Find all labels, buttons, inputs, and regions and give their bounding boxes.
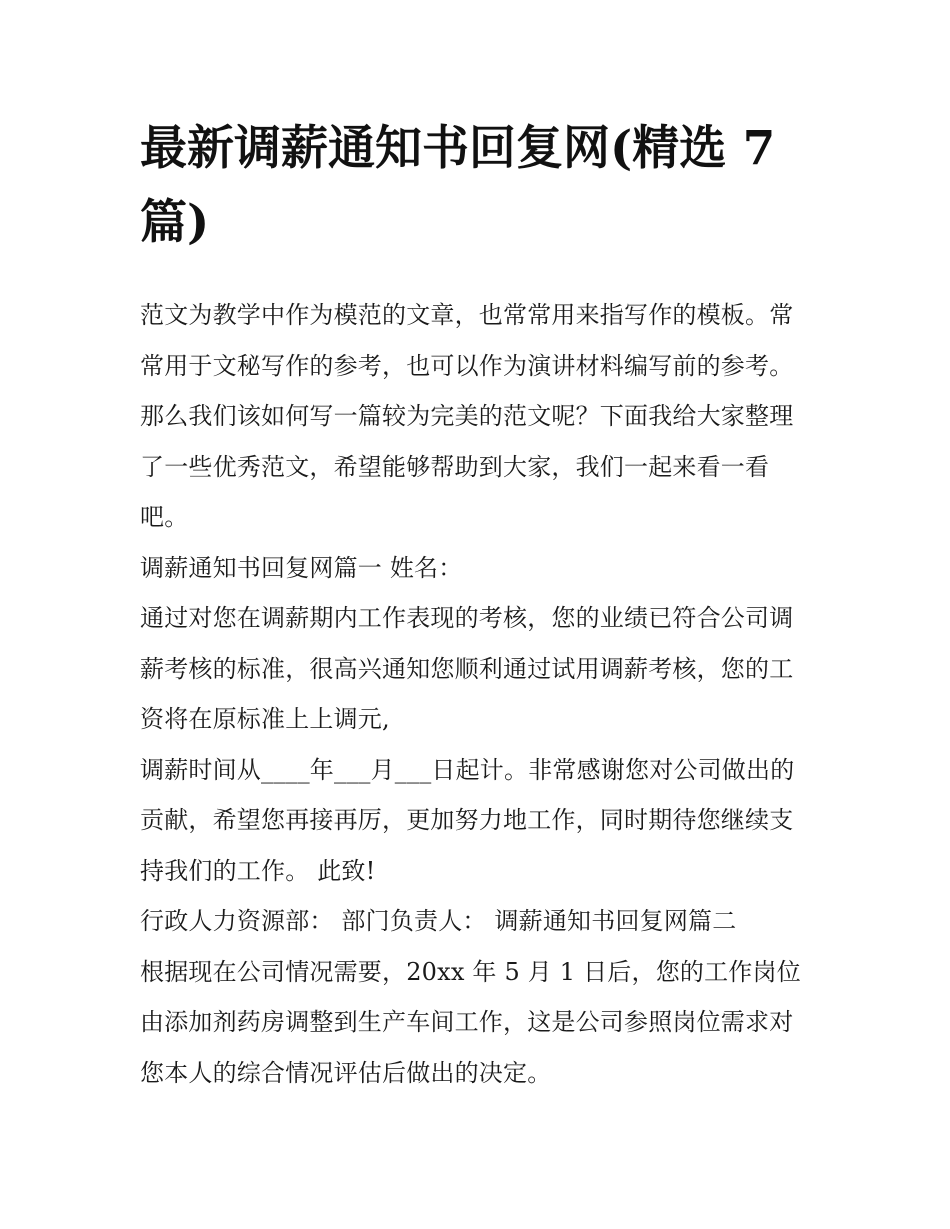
paragraph-signature: 行政人力资源部： 部门负责人： 调薪通知书回复网篇二 — [140, 907, 737, 935]
paragraph-section-two: 根据现在公司情况需要，20xx 年 5 月 1 日后，您的工作岗位由添加剂药房调整到生产车间工作，这是公司参照岗位需求对您本人的综合情况评估后做出的决定。 — [140, 957, 801, 1087]
paragraph-intro: 范文为教学中作为模范的文章，也常常用来指写作的模板。常常用于文秘写作的参考，也可以作为演讲材料编写前的参考。那么我们该如何写一篇较为完美的范文呢？下面我给大家整理了一些优秀范文，希望能够帮助到大家，我们一起来看一看吧。 — [140, 301, 794, 531]
paragraph-effective-date: 调薪时间从____年___月___日起计。非常感谢您对公司做出的贡献，希望您再接再厉，更加努力地工作，同时期待您继续支持我们的工作。 此致! — [140, 755, 795, 885]
paragraph-assessment: 通过对您在调薪期内工作表现的考核，您的业绩已符合公司调薪考核的标准，很高兴通知您顺利通过试用调薪考核，您的工资将在原标准上上调元, — [140, 604, 794, 733]
document-body — [140, 290, 812, 1098]
document-page — [140, 112, 812, 1098]
document-title: 最新调薪通知书回复网(精选 7 篇) — [140, 121, 776, 250]
paragraph-section-one-heading: 调薪通知书回复网篇一 姓名： — [140, 553, 463, 582]
